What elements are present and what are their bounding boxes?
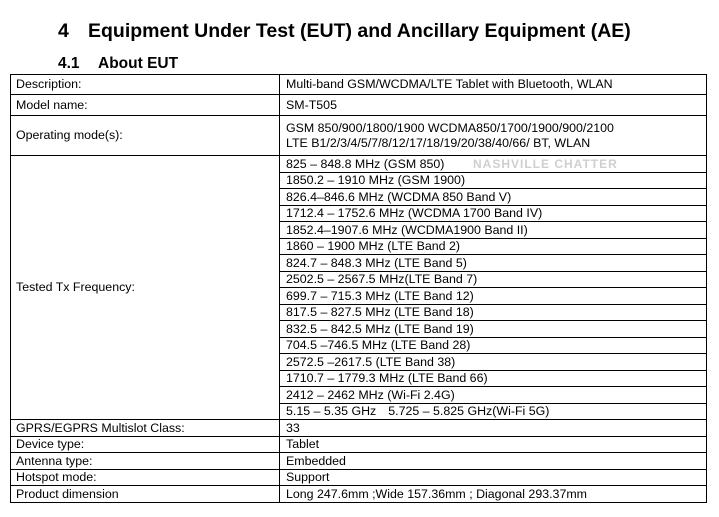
table-row (11, 469, 707, 486)
row-value: Support (280, 469, 707, 486)
table-row (11, 95, 707, 116)
subsection-title: About EUT (98, 55, 179, 72)
table-row (11, 116, 707, 156)
row-label: Device type: (11, 436, 280, 453)
subsection-number: 4.1 (58, 55, 80, 72)
tx-frequency: 824.7 – 848.3 MHz (LTE Band 5) (280, 255, 707, 272)
tx-frequency: 704.5 –746.5 MHz (LTE Band 28) (280, 337, 707, 354)
table-row (11, 453, 707, 470)
row-label: Antenna type: (11, 453, 280, 470)
tx-frequency: 1860 – 1900 MHz (LTE Band 2) (280, 238, 707, 255)
tx-frequency-part: 5.15 – 5.35 GHz (286, 404, 377, 418)
tx-frequency: 1850.2 – 1910 MHz (GSM 1900) (280, 172, 707, 189)
row-value: Tablet (280, 436, 707, 453)
row-label: Model name: (11, 95, 280, 116)
row-label: GPRS/EGPRS Multislot Class: (11, 420, 280, 437)
row-label: Tested Tx Frequency: (11, 156, 280, 420)
table-row (11, 486, 707, 503)
table-row (11, 436, 707, 453)
tx-frequency: 699.7 – 715.3 MHz (LTE Band 12) (280, 288, 707, 305)
table-row (11, 75, 707, 95)
tx-frequency: 832.5 – 842.5 MHz (LTE Band 19) (280, 321, 707, 338)
row-label: Hotspot mode: (11, 469, 280, 486)
section-title: Equipment Under Test (EUT) and Ancillary Equipment (AE) (88, 20, 631, 42)
section-heading (58, 20, 631, 43)
row-value: Multi-band GSM/WCDMA/LTE Tablet with Bluetooth, WLAN (280, 75, 707, 95)
subsection-heading (58, 55, 178, 73)
tx-frequency: 825 – 848.8 MHz (GSM 850) (280, 156, 707, 173)
row-value: Long 247.6mm ;Wide 157.36mm ; Diagonal 293.37mm (280, 486, 707, 503)
watermark: NASHVILLE CHATTER (473, 157, 618, 171)
row-value: SM-T505 (280, 95, 707, 116)
tx-frequency: 817.5 – 827.5 MHz (LTE Band 18) (280, 304, 707, 321)
tx-frequency: 2502.5 – 2567.5 MHz(LTE Band 7) (280, 271, 707, 288)
row-value (280, 116, 707, 156)
row-value: 33 (280, 420, 707, 437)
section-number: 4 (58, 20, 69, 42)
tx-frequency: 1712.4 – 1752.6 MHz (WCDMA 1700 Band IV) (280, 205, 707, 222)
tx-frequency (280, 403, 707, 420)
tx-frequency: 2412 – 2462 MHz (Wi-Fi 2.4G) (280, 387, 707, 404)
operating-mode-line: LTE B1/2/3/4/5/7/8/12/17/18/19/20/38/40/66/ BT, WLAN (286, 135, 591, 150)
eut-spec-table (10, 74, 707, 503)
row-label: Operating mode(s): (11, 116, 280, 156)
operating-mode-line: GSM 850/900/1800/1900 WCDMA850/1700/1900/900/2100 (286, 121, 614, 135)
tx-frequency-part: 5.725 – 5.825 GHz(Wi-Fi 5G) (388, 404, 550, 418)
tx-frequency: 826.4–846.6 MHz (WCDMA 850 Band V) (280, 189, 707, 206)
row-label: Description: (11, 75, 280, 95)
tx-frequency: 2572.5 –2617.5 (LTE Band 38) (280, 354, 707, 371)
row-value: Embedded (280, 453, 707, 470)
row-label: Product dimension (11, 486, 280, 503)
table-row (11, 420, 707, 437)
tx-frequency: 1852.4–1907.6 MHz (WCDMA1900 Band II) (280, 222, 707, 239)
tx-frequency: 1710.7 – 1779.3 MHz (LTE Band 66) (280, 370, 707, 387)
